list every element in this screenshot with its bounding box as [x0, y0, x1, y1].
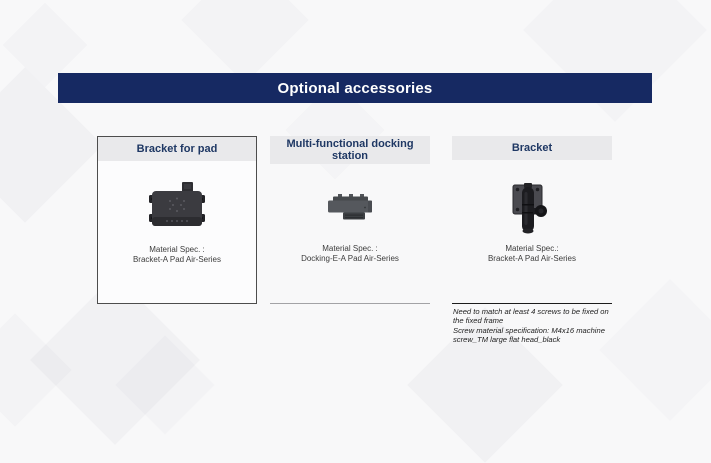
footnote-line: Screw material specification: M4x16 machine screw_TM large flat head_black [453, 325, 605, 345]
material-spec [270, 244, 430, 264]
docking-station-photo [270, 194, 430, 224]
footnote-line: Need to match at least 4 screws to be fixed on the fixed frame [453, 307, 609, 326]
card-header-label: Multi-functional docking station [286, 138, 414, 162]
mount-bracket-graphic [511, 182, 553, 234]
material-spec-value: Bracket-A Pad Air-Series [487, 254, 577, 263]
card-header [98, 137, 256, 161]
card-docking-station [270, 136, 430, 304]
mount-bracket-photo [452, 182, 612, 234]
pad-bracket-graphic [149, 182, 205, 230]
material-spec-value: Docking-E-A Pad Air-Series [301, 254, 399, 263]
title-bar [58, 73, 652, 103]
footnote [453, 307, 611, 345]
card-header [452, 136, 612, 160]
material-spec-value: Bracket-A Pad Air-Series [132, 255, 222, 264]
card-bracket-for-pad [97, 136, 257, 304]
card-header [270, 136, 430, 164]
card-header-label: Bracket [511, 142, 553, 154]
material-spec-label: Material Spec.: [505, 244, 559, 253]
card-header-label: Bracket for pad [136, 143, 218, 155]
bg-diamond [523, 0, 707, 122]
bg-diamond [599, 279, 711, 420]
material-spec-label: Material Spec. : [149, 245, 205, 254]
material-spec-label: Material Spec. : [322, 244, 378, 253]
pad-bracket-photo [98, 182, 256, 230]
bg-diamond [181, 0, 308, 84]
docking-station-graphic [326, 194, 374, 224]
material-spec [98, 245, 256, 265]
material-spec [452, 244, 612, 264]
page-title: Optional accessories [277, 79, 433, 97]
card-bracket [452, 136, 612, 304]
